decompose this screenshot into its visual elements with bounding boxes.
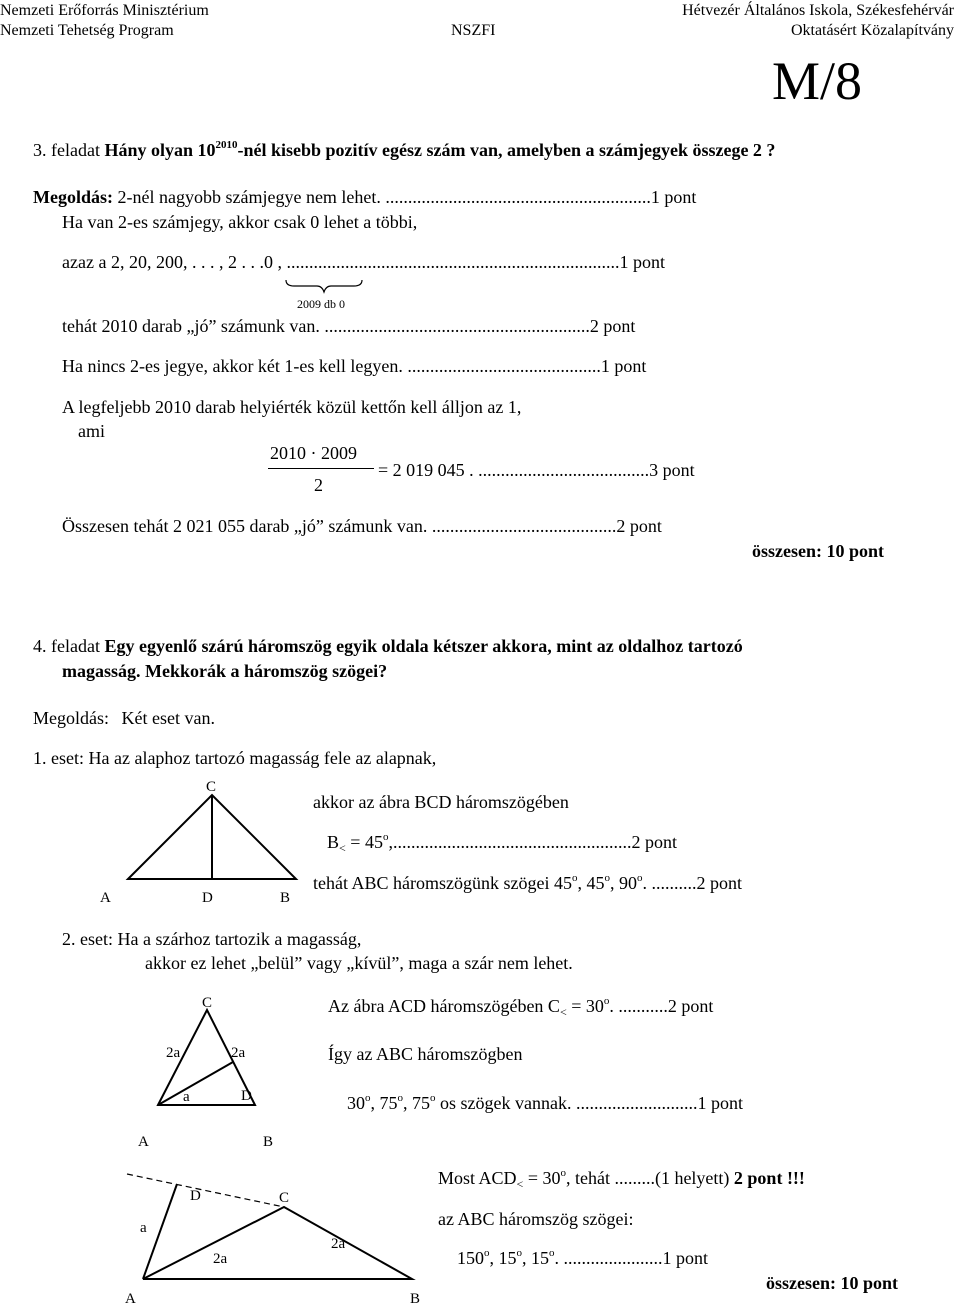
fig1-label-C: C: [206, 779, 217, 795]
brace-note: 2009 db 0: [297, 297, 345, 311]
fig2-label-B: B: [263, 1134, 274, 1150]
fraction-bar: [268, 468, 374, 469]
header-nszfi: NSZFI: [451, 22, 496, 39]
figure3-triangle: [110, 1160, 430, 1310]
document-code: M/8: [772, 51, 863, 111]
task3-line3: azaz a 2, 20, 200, . . . , 2 . . .0 , ..........................................................................1 pont: [62, 252, 665, 272]
fig1-label-A: A: [100, 890, 111, 906]
task3-line1: Megoldás: 2-nél nagyobb számjegye nem lehet. ...........................................................1 pont: [33, 187, 697, 207]
fig3-label-C: C: [279, 1190, 290, 1206]
fig3-label-A: A: [125, 1291, 136, 1307]
fig3-label-D: D: [190, 1188, 201, 1204]
underbrace-icon: [284, 278, 364, 294]
task3-line4: tehát 2010 darab „jó” számunk van. ...........................................................2 pont: [62, 316, 636, 336]
fig3-label-B: B: [410, 1291, 421, 1307]
fig3-side-a: a: [140, 1220, 147, 1236]
task3-line6: A legfeljebb 2010 darab helyiérték közül kettőn kell álljon az 1,: [62, 397, 522, 417]
task3-line8: Összesen tehát 2 021 055 darab „jó” számunk van. .........................................2 pont: [62, 516, 662, 536]
task4-solution: Megoldás: Két eset van.: [33, 708, 215, 728]
case3-line-a: Most $ACD_< = 30^o$, tehát .........(1 helyett) 2 pont !!!: [438, 1167, 805, 1191]
fig2-side-right: 2a: [231, 1045, 246, 1061]
fig1-label-B: B: [280, 890, 291, 906]
task4-question-line2: magasság. Mekkorák a háromszög szögei?: [62, 661, 388, 681]
header-foundation: Oktatásért Közalapítvány: [790, 22, 954, 39]
case3-line-c: 150$^o$, 15$^o$, 15$^o$. ......................1 pont: [457, 1247, 709, 1268]
case1-line-c: tehát ABC háromszögünk szögei 45$^o$, 45$^o$, 90$^o$. ..........2 pont: [313, 872, 742, 893]
case2-title: 2. eset: Ha a szárhoz tartozik a magasság,: [62, 929, 362, 949]
figure2-triangle: [135, 995, 285, 1155]
fig3-side-2a-right: 2a: [331, 1236, 346, 1252]
task3-number: 3. feladat: [33, 140, 100, 160]
task3-total: összesen: 10 pont: [751, 541, 884, 561]
case1-title: 1. eset: Ha az alaphoz tartozó magasság fele az alapnak,: [33, 748, 437, 768]
task3-line5: Ha nincs 2-es jegye, akkor két 1-es kell legyen. ...........................................1 pont: [62, 356, 647, 376]
task4-number: 4. feladat: [33, 636, 100, 656]
case1-line-a: akkor az ábra BCD háromszögében: [313, 792, 569, 812]
figure1-triangle: [100, 775, 300, 910]
fig1-label-D: D: [202, 890, 213, 906]
case1-line-b: $B_< = 45^o,.....................................................2$ pont: [327, 831, 677, 855]
case3-line-b: az ABC háromszög szögei:: [438, 1209, 634, 1229]
header-program: Nemzeti Tehetség Program: [0, 22, 174, 39]
case2-subtitle: akkor ez lehet „belül” vagy „kívül”, maga a szár nem lehet.: [145, 953, 573, 973]
fig2-label-D: D: [241, 1088, 252, 1104]
fig2-side-left: 2a: [166, 1045, 181, 1061]
fraction-numerator: 2010 · 2009: [270, 443, 357, 463]
fig2-label-A: A: [138, 1134, 149, 1150]
case2-line-c: 30$^o$, 75$^o$, 75$^o$ os szögek vannak. ...........................1 pont: [347, 1092, 743, 1113]
fraction-denominator: 2: [314, 475, 323, 495]
fraction-result: = 2 019 045 . ......................................3 pont: [378, 460, 695, 480]
task3-question: 3. feladat Hány olyan $10^{2010}$-nél kisebb pozitív egész szám van, amelyben a számjegyek összege 2 ?: [33, 139, 776, 160]
fig2-side-a: a: [183, 1089, 190, 1105]
task3-line2: Ha van 2-es számjegy, akkor csak 0 lehet a többi,: [62, 212, 418, 232]
task4-question-line1: 4. feladat Egy egyenlő szárú háromszög egyik oldala kétszer akkora, mint az oldalhoz tartozó: [33, 636, 743, 656]
header-ministry: Nemzeti Erőforrás Minisztérium: [0, 2, 209, 19]
task4-total: összesen: 10 pont: [765, 1273, 898, 1293]
fig2-label-C: C: [202, 995, 213, 1011]
case2-line-a: Az ábra ACD háromszögében $C_< = 30^o$. ...........2 pont: [328, 995, 714, 1019]
task3-line7: ami: [78, 421, 105, 441]
case2-line-b: Így az ABC háromszögben: [328, 1044, 523, 1064]
header-school: Hétvezér Általános Iskola, Székesfehérvár: [682, 2, 954, 19]
fig3-side-2a-low: 2a: [213, 1251, 228, 1267]
